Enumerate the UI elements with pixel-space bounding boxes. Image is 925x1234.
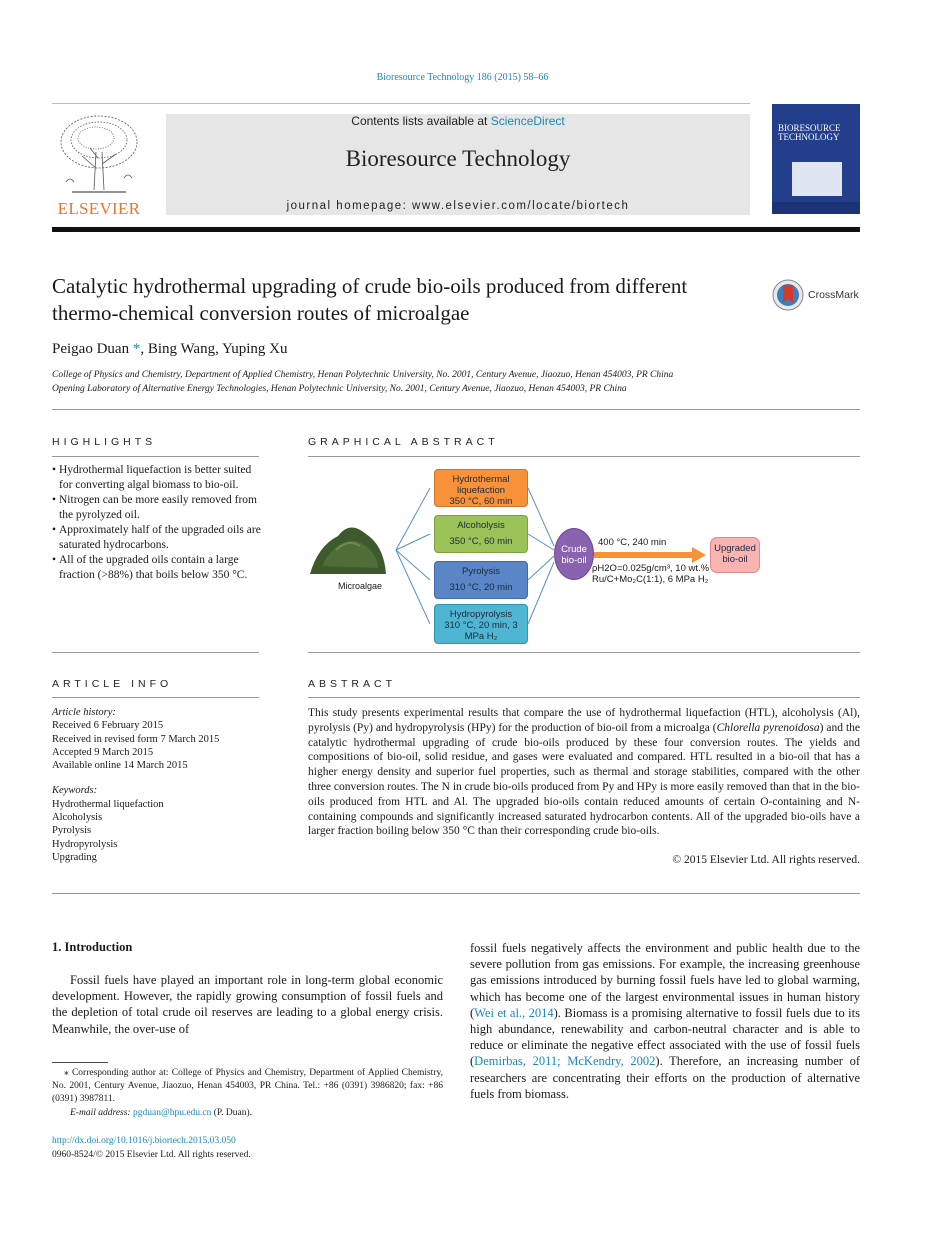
- history-item: Received 6 February 2015: [52, 720, 164, 732]
- other-authors: , Bing Wang, Yuping Xu: [140, 341, 288, 357]
- py-line1: Pyrolysis: [461, 566, 500, 577]
- keyword-item: Hydrothermal liquefaction: [52, 798, 164, 810]
- ref-demirbas-mckendry[interactable]: Demirbas, 2011; McKendry, 2002: [474, 1054, 656, 1069]
- htl-box: [434, 469, 528, 507]
- highlights-rule: [52, 456, 259, 457]
- email-label: E-mail address:: [70, 1108, 133, 1118]
- htl-line2: liquefaction: [456, 485, 506, 496]
- microalgae-label: Microalgae: [338, 581, 383, 591]
- article-info-block: [52, 706, 262, 864]
- title-divider: [52, 409, 860, 410]
- introduction-right-column: [470, 940, 860, 1102]
- keyword-item: Hydropyrolysis: [52, 838, 118, 850]
- email-line: [70, 1108, 252, 1118]
- header-divider: [52, 103, 750, 104]
- keyword-item: Upgrading: [52, 851, 97, 863]
- highlight-item: • All of the upgraded oils contain a large fraction (>88%) that boils below 350 °C.: [52, 553, 262, 583]
- cover-figure: [792, 162, 842, 196]
- cover-title: BIORESOURCE TECHNOLOGY: [778, 123, 841, 142]
- keyword-item: Alcoholysis: [52, 812, 103, 824]
- elsevier-logo: [52, 112, 146, 216]
- arrow-condition-label: 400 °C, 240 min: [598, 537, 667, 548]
- ref-wei-2014[interactable]: Wei et al., 2014: [474, 1005, 554, 1020]
- graphical-abstract-bottom-rule: [308, 652, 860, 653]
- corresponding-author-footnote: ⁎ Corresponding author at: College of Physics and Chemistry, Department of Applied Chemistry, No. 2001, Century Avenue, Jiaozuo, Henan 454003, PR China. Tel.: +86 (0391) 3986820; fax: +86 (0391) 3987811.: [52, 1068, 443, 1104]
- intro-text-c: ). Therefore, an increasing number of researchers are concentrating their efforts on the production of alternative fuels from biomass.: [470, 1054, 861, 1101]
- conditions-line2: Ru/C+Mo₂C(1:1), 6 MPa H₂: [592, 574, 709, 585]
- crossmark-badge[interactable]: [772, 278, 862, 312]
- history-item: Available online 14 March 2015: [52, 760, 188, 772]
- upgrading-conditions: [592, 563, 709, 585]
- header-thick-rule: [52, 227, 860, 232]
- abstract-body: [308, 706, 860, 839]
- article-info-heading: ARTICLE INFO: [52, 678, 173, 690]
- journal-homepage[interactable]: journal homepage: www.elsevier.com/locate/biortech: [286, 200, 630, 212]
- graphical-abstract-heading: GRAPHICAL ABSTRACT: [308, 436, 499, 448]
- history-label: Article history:: [52, 707, 116, 718]
- affiliation-2: Opening Laboratory of Alternative Energy Technologies, Henan Polytechnic University, No. 2001, Century Avenue, Jiaozuo, Henan 454003, PR China: [52, 384, 627, 394]
- elsevier-wordmark: ELSEVIER: [57, 199, 141, 218]
- affiliation-1: College of Physics and Chemistry, Department of Applied Chemistry, Henan Polytechnic University, No. 2001, Century Avenue, Jiaozuo, Henan 454003, PR China: [52, 370, 674, 380]
- contents-line: [166, 114, 750, 128]
- corresponding-author-marker[interactable]: *: [129, 341, 141, 357]
- crossmark-icon: [772, 279, 804, 311]
- highlights-bottom-rule: [52, 652, 259, 653]
- introduction-left-column: Fossil fuels have played an important role in long-term global economic development. However, the rapidly growing consumption of fossil fuels and the depletion of total crude oil reserves are leading to a global energy crisis. Meanwhile, the over-use of: [52, 973, 443, 1036]
- species-name: Chlorella pyrenoidosa: [716, 721, 820, 734]
- journal-banner: [166, 114, 750, 215]
- al-line3: 350 °C, 60 min: [449, 536, 513, 547]
- info-spacer: [52, 772, 262, 784]
- upgraded-bio-oil-box: [710, 537, 760, 573]
- htl-line3: 350 °C, 60 min: [449, 496, 513, 507]
- author-list: [52, 341, 287, 358]
- sciencedirect-link[interactable]: ScienceDirect: [490, 114, 565, 128]
- history-item: Accepted 9 March 2015: [52, 746, 154, 758]
- alcoholysis-box: [434, 515, 528, 553]
- introduction-heading: 1. Introduction: [52, 940, 133, 954]
- hpy-line3: MPa H₂: [464, 631, 498, 642]
- crossmark-label: CrossMark: [808, 289, 859, 301]
- al-line1: Alcoholysis: [457, 520, 505, 531]
- email-link[interactable]: pgduan@hpu.edu.cn: [132, 1108, 212, 1118]
- hpy-line1: Hydropyrolysis: [449, 609, 513, 620]
- abstract-text-b: ) and the catalytic hydrothermal upgrading of crude bio-oils produced by these four conversion routes. The yields and compositions of bio-oil, solid residue, and gases were evaluated and compared. HTL resulted in a bio-oil that has a higher energy density and superior fuel properties, such as thermal and storage stabilities, compared with the other three conversion routes. The N in crude bio-oils produced from Py and HPy is more easily removed than that in the bio-oils produced from HTL and Al. The upgraded bio-oils contain reduced amounts of certain O-containing and N-containing compounds and significantly increased saturated hydrocarbon contents. All of the upgraded bio-oils have a larger fraction boiling below 350 °C than their corresponding crude bio-oils.: [308, 721, 861, 838]
- abstract-rule: [308, 697, 860, 698]
- conditions-line1: ρH2O=0.025g/cm³, 10 wt.%: [592, 563, 710, 574]
- journal-citation[interactable]: Bioresource Technology 186 (2015) 58–66: [376, 72, 549, 83]
- highlights-heading: HIGHLIGHTS: [52, 436, 157, 448]
- intro-text-b: ). Biomass is a promising alternative to fossil fuels due to its high abundance, renewability and carbon-neutral character and is able to reduce or eliminate the negative effect associated with the use of fossil fuels (: [470, 1005, 860, 1069]
- doi-link[interactable]: http://dx.doi.org/10.1016/j.biortech.2015.03.050: [52, 1136, 236, 1146]
- highlights-list: [52, 463, 262, 583]
- keyword-item: Pyrolysis: [52, 825, 92, 837]
- author-duan[interactable]: Peigao Duan: [52, 341, 130, 357]
- hydropyrolysis-box: [434, 604, 528, 644]
- keywords-label: Keywords:: [52, 785, 98, 797]
- journal-name: Bioresource Technology: [345, 146, 571, 171]
- htl-line1: Hydrothermal: [452, 474, 510, 485]
- pyrolysis-box: [434, 561, 528, 599]
- process-arrows: [308, 466, 778, 646]
- highlight-item: • Hydrothermal liquefaction is better suited for converting algal biomass to bio-oil.: [52, 463, 262, 493]
- upgraded-line2: bio-oil: [722, 554, 748, 565]
- graphical-abstract-rule: [308, 456, 860, 457]
- email-suffix: (P. Duan).: [211, 1108, 253, 1118]
- py-line3: 310 °C, 20 min: [449, 582, 513, 593]
- issn-line: 0960-8524/© 2015 Elsevier Ltd. All rights reserved.: [52, 1150, 251, 1160]
- crude-bio-oil-node: [554, 528, 594, 580]
- abstract-heading: ABSTRACT: [308, 678, 397, 690]
- hpy-line2: 310 °C, 20 min, 3: [444, 620, 518, 631]
- article-title: Catalytic hydrothermal upgrading of crude bio-oils produced from different thermo-chemical conversion routes of microalgae: [52, 274, 688, 325]
- upgraded-line1: Upgraded: [714, 543, 756, 554]
- abstract-copyright: © 2015 Elsevier Ltd. All rights reserved.: [672, 854, 860, 866]
- article-info-rule: [52, 697, 259, 698]
- contents-prefix: Contents lists available at: [351, 114, 491, 128]
- graphical-abstract-figure: [308, 466, 778, 646]
- abstract-bottom-rule: [52, 893, 860, 894]
- highlight-item: • Approximately half of the upgraded oils are saturated hydrocarbons.: [52, 523, 262, 553]
- cover-footer: [772, 202, 860, 214]
- footnote-rule: [52, 1062, 108, 1063]
- crude-label-2: bio-oil: [561, 555, 587, 566]
- intro-text-a: fossil fuels negatively affects the environment and public health due to the severe pollution from gas emissions. For example, the increasing greenhouse gas emissions introduced by burning fossil fuels have led to global warming, which has become one of the largest environmental issues in human history (: [470, 941, 860, 1020]
- tree-icon: [52, 112, 146, 198]
- highlight-item: • Nitrogen can be more easily removed from the pyrolyzed oil.: [52, 493, 262, 523]
- abstract-text-a: This study presents experimental results that compare the use of hydrothermal liquefaction (HTL), alcoholysis (Al), pyrolysis (Py) and hydropyrolysis (HPy) for the production of bio-oil from a microalga (: [308, 707, 860, 734]
- journal-cover-image: [772, 104, 860, 214]
- history-item: Received in revised form 7 March 2015: [52, 733, 220, 745]
- crude-label-1: Crude: [561, 544, 587, 555]
